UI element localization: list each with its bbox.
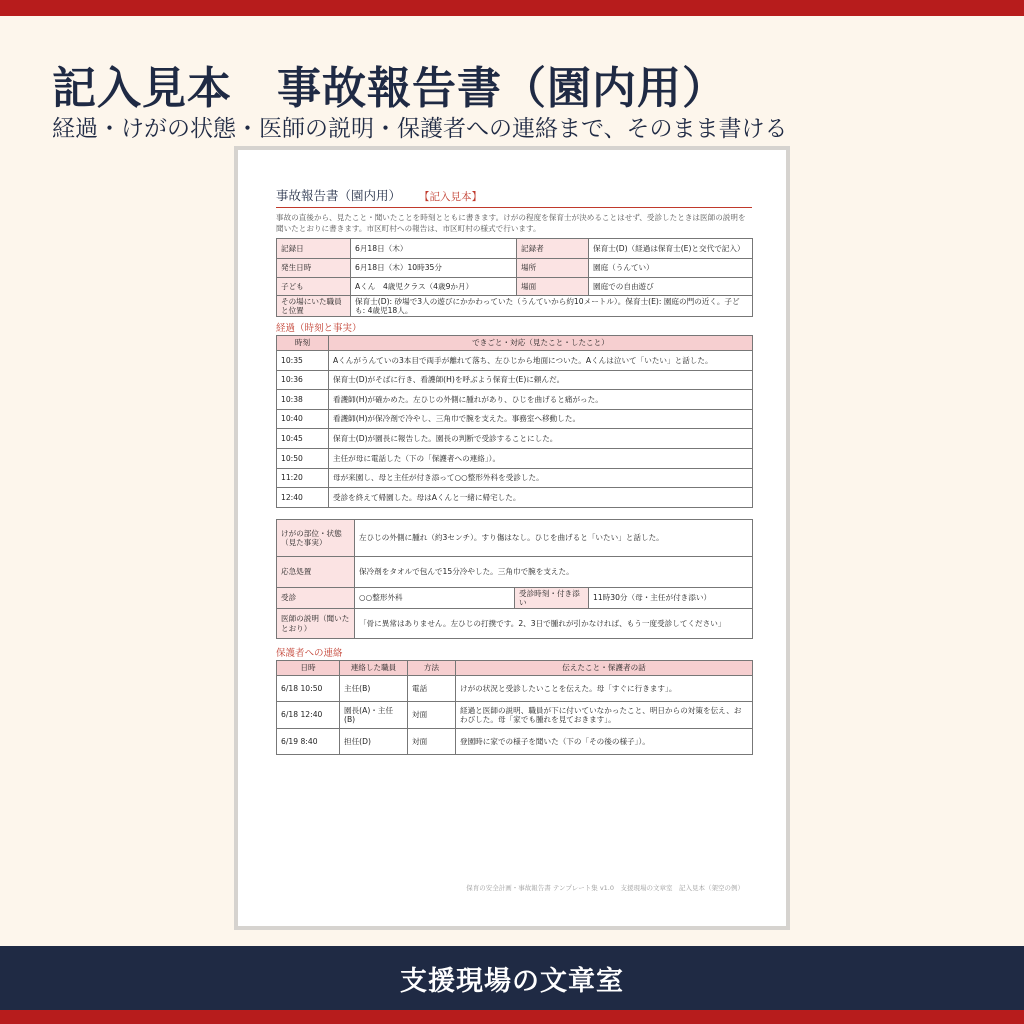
visit-label: 受診 (277, 588, 355, 609)
visit-time-value: 11時30分（母・主任が付き添い） (589, 588, 753, 609)
timeline-time: 10:40 (277, 409, 329, 429)
child-label: 子ども (277, 278, 351, 296)
contact-staff: 担任(D) (340, 729, 408, 755)
timeline-table (276, 335, 753, 508)
timeline-event: 保育士(D)が園長に報告した。園長の判断で受診することにした。 (329, 429, 753, 449)
contact-header-method: 方法 (408, 661, 456, 676)
sample-badge: 【記入見本】 (419, 191, 483, 203)
contact-header-content: 伝えたこと・保護者の話 (456, 661, 753, 676)
recorder-label: 記録者 (517, 239, 589, 259)
table-row (277, 448, 753, 468)
table-row (277, 488, 753, 508)
place-value: 園庭（うんてい） (589, 259, 753, 278)
contact-table (276, 660, 753, 755)
occurred-value: 6月18日（木）10時35分 (351, 259, 517, 278)
footer-band (0, 946, 1024, 1010)
doctor-label: 医師の説明（聞いたとおり） (277, 609, 355, 639)
contact-datetime: 6/19 8:40 (277, 729, 340, 755)
injury-state-value: 左ひじの外側に腫れ（約3センチ）。すり傷はなし。ひじを曲げると「いたい」と話した。 (355, 520, 753, 557)
table-row (277, 729, 753, 755)
document-preview-frame (234, 146, 790, 930)
timeline-time: 12:40 (277, 488, 329, 508)
record-date-label: 記録日 (277, 239, 351, 259)
table-row (277, 429, 753, 449)
timeline-header-time: 時刻 (277, 336, 329, 351)
timeline-time: 10:35 (277, 351, 329, 371)
place-label: 場所 (517, 259, 589, 278)
child-value: Aくん 4歳児クラス（4歳9か月） (351, 278, 517, 296)
first-aid-label: 応急処置 (277, 557, 355, 588)
injury-table (276, 519, 753, 639)
page-subtitle: 経過・けがの状態・医師の説明・保護者への連絡まで、そのまま書ける (52, 116, 788, 142)
bottom-red-stripe (0, 1010, 1024, 1024)
contact-method: 対面 (408, 729, 456, 755)
top-red-band (0, 0, 1024, 16)
basic-info-table (276, 238, 753, 317)
staff-value: 保育士(D): 砂場で3人の遊びにかかわっていた（うんていから約10メートル）。保育士(E): 園庭の門の近く。子ども: 4歳児18人。 (351, 296, 753, 317)
staff-label: その場にいた職員と位置 (277, 296, 351, 317)
brand-name: 支援現場の文章室 (400, 965, 624, 997)
timeline-time: 11:20 (277, 468, 329, 488)
timeline-event: 母が来園し、母と主任が付き添って○○整形外科を受診した。 (329, 468, 753, 488)
record-date-value: 6月18日（木） (351, 239, 517, 259)
timeline-event: Aくんがうんていの3本目で両手が離れて落ち、左ひじから地面についた。Aくんは泣いて「いたい」と話した。 (329, 351, 753, 371)
table-row (277, 468, 753, 488)
scene-value: 園庭での自由遊び (589, 278, 753, 296)
timeline-time: 10:38 (277, 390, 329, 410)
contact-header-datetime: 日時 (277, 661, 340, 676)
contact-datetime: 6/18 10:50 (277, 676, 340, 702)
table-row (277, 370, 753, 390)
timeline-section-title: 経過（時刻と事実） (276, 323, 362, 334)
contact-content: 経過と医師の説明、職員が下に付いていなかったこと、明日からの対策を伝え、おわびした。母「家でも腫れを見ておきます」。 (456, 702, 753, 729)
occurred-label: 発生日時 (277, 259, 351, 278)
recorder-value: 保育士(D)（経過は保育士(E)と交代で記入） (589, 239, 753, 259)
timeline-event: 看護師(H)が保冷剤で冷やし、三角巾で腕を支えた。事務室へ移動した。 (329, 409, 753, 429)
timeline-event: 保育士(D)がそばに行き、看護師(H)を呼ぶよう保育士(E)に頼んだ。 (329, 370, 753, 390)
page-title: 記入見本 事故報告書（園内用） (52, 63, 727, 114)
table-row (277, 702, 753, 729)
document-intro: 事故の直後から、見たこと・聞いたことを時刻とともに書きます。けがの程度を保育士が決めることはせず、受診したときは医師の説明を聞いたとおりに書きます。市区町村への報告は、市区町村の様式で行います。 (276, 213, 746, 233)
contact-content: 登園時に家での様子を聞いた（下の「その後の様子」）。 (456, 729, 753, 755)
scene-label: 場面 (517, 278, 589, 296)
visit-time-label: 受診時刻・付き添い (515, 588, 589, 609)
table-row (277, 351, 753, 371)
contact-datetime: 6/18 12:40 (277, 702, 340, 729)
contact-staff: 主任(B) (340, 676, 408, 702)
contact-section-title: 保護者への連絡 (276, 648, 343, 659)
timeline-time: 10:45 (277, 429, 329, 449)
injury-state-label: けがの部位・状態（見た事実） (277, 520, 355, 557)
contact-method: 電話 (408, 676, 456, 702)
document-footer: 保育の安全計画・事故報告書 テンプレート集 v1.0 支援現場の文章室 記入見本（架空の例） (466, 884, 744, 892)
visit-value: ○○整形外科 (355, 588, 515, 609)
contact-header-staff: 連絡した職員 (340, 661, 408, 676)
timeline-time: 10:36 (277, 370, 329, 390)
table-row (277, 390, 753, 410)
timeline-event: 看護師(H)が確かめた。左ひじの外側に腫れがあり、ひじを曲げると痛がった。 (329, 390, 753, 410)
document-title: 事故報告書（園内用） (276, 188, 402, 203)
table-row (277, 409, 753, 429)
timeline-header-event: できごと・対応（見たこと・したこと） (329, 336, 753, 351)
document-sheet (238, 150, 786, 926)
document-header (276, 188, 752, 208)
contact-staff: 園長(A)・主任(B) (340, 702, 408, 729)
contact-content: けがの状況と受診したいことを伝えた。母「すぐに行きます」。 (456, 676, 753, 702)
table-row (277, 676, 753, 702)
timeline-event: 主任が母に電話した（下の「保護者への連絡」）。 (329, 448, 753, 468)
contact-method: 対面 (408, 702, 456, 729)
timeline-event: 受診を終えて帰園した。母はAくんと一緒に帰宅した。 (329, 488, 753, 508)
doctor-value: 「骨に異常はありません。左ひじの打撲です。2、3日で腫れが引かなければ、もう一度受診してください」 (355, 609, 753, 639)
timeline-time: 10:50 (277, 448, 329, 468)
first-aid-value: 保冷剤をタオルで包んで15分冷やした。三角巾で腕を支えた。 (355, 557, 753, 588)
